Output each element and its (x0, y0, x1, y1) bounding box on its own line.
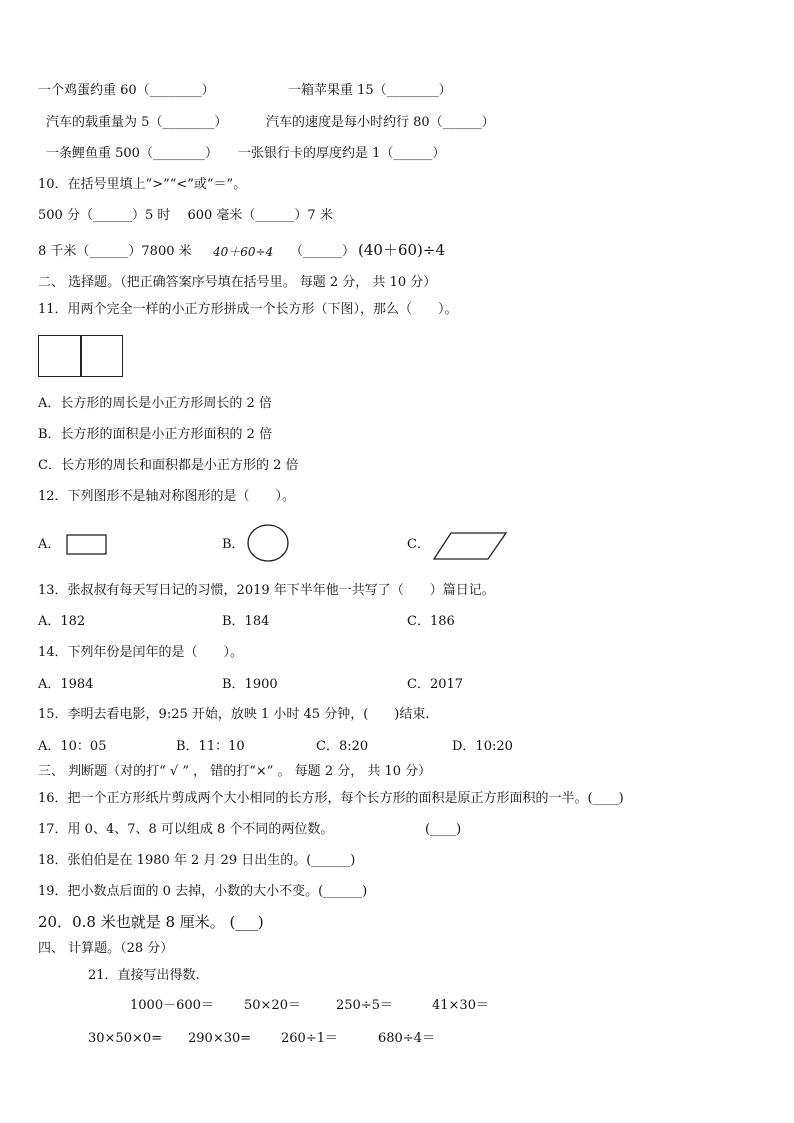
calc-item: 50×20＝ (244, 998, 301, 1013)
calc-item: 680÷4＝ (378, 1031, 435, 1046)
q14-stem: 14．下列年份是闰年的是（ ）。 (38, 645, 244, 660)
section-4-header: 四、 计算题。（28 分） (38, 941, 174, 956)
calc-item: 41×30＝ (432, 998, 489, 1013)
q10-row2-expr2: (40＋60)÷4 (358, 241, 445, 259)
calc-item: 1000－600＝ (130, 998, 214, 1013)
q12-stem: 12．下列图形不是轴对称图形的是（ ）。 (38, 489, 296, 504)
q13-option-a: A．182 (38, 614, 86, 629)
calc-item: 260÷1＝ (281, 1031, 338, 1046)
q11-option-b: B．长方形的面积是小正方形面积的 2 倍 (38, 427, 273, 442)
q21-stem: 21．直接写出得数. (88, 968, 200, 983)
q13-option-b: B．184 (222, 614, 270, 629)
q11-option-c: C．长方形的周长和面积都是小正方形的 2 倍 (38, 458, 299, 473)
fill-unit-apples: 一箱苹果重 15（________） (288, 83, 452, 98)
section-2-header: 二、 选择题。（把正确答案序号填在括号里。 每题 2 分， 共 10 分） (38, 275, 437, 290)
section-3-header: 三、 判断题（对的打“ √ ” ， 错的打“×” 。 每题 2 分， 共 10 分） (38, 764, 432, 779)
q14-option-b: B．1900 (222, 677, 278, 692)
q15-option-c: C．8:20 (316, 739, 369, 754)
q17-blank: (____) (425, 822, 462, 837)
parallelogram-shape-icon (433, 532, 509, 562)
q10-title: 10．在括号里填上“>”“<”或“＝”。 (38, 177, 247, 192)
q15-stem: 15．李明去看电影，9:25 开始，放映 1 小时 45 分钟，( )结束. (38, 707, 430, 722)
q14-option-c: C．2017 (407, 677, 464, 692)
q10-row1: 500 分（______）5 时 600 毫米（______）7 米 (38, 208, 333, 223)
circle-shape-icon (247, 524, 291, 564)
calc-item: 290×30= (188, 1031, 252, 1046)
two-squares-rectangle-figure (38, 335, 122, 377)
q15-option-d: D．10:20 (452, 739, 513, 754)
right-square (80, 335, 123, 377)
q18-statement: 18．张伯伯是在 1980 年 2 月 29 日出生的。(______) (38, 853, 356, 868)
q15-option-b: B．11：10 (176, 739, 245, 754)
q14-option-a: A．1984 (38, 677, 94, 692)
left-square (38, 335, 82, 377)
rectangle-shape-icon (66, 534, 108, 556)
q16-statement: 16．把一个正方形纸片剪成两个大小相同的长方形，每个长方形的面积是原正方形面积的一半。(____) (38, 791, 624, 806)
q20-statement: 20．0.8 米也就是 8 厘米。 (___) (38, 913, 264, 931)
q10-row2-expr: 40＋60÷4 (213, 245, 274, 259)
q11-stem: 11．用两个完全一样的小正方形拼成一个长方形（下图），那么（ ）。 (38, 302, 458, 317)
fill-unit-carp: 一条鲤鱼重 500（________） (46, 146, 218, 161)
q10-row2-a: 8 千米（______）7800 米 (38, 244, 192, 259)
calc-item: 250÷5＝ (336, 998, 393, 1013)
q13-stem: 13．张叔叔有每天写日记的习惯，2019 年下半年他一共写了（ ）篇日记。 (38, 583, 495, 598)
fill-unit-truck-load: 汽车的载重量为 5（________） (46, 115, 228, 130)
q15-option-a: A．10：05 (38, 739, 107, 754)
q13-option-c: C．186 (407, 614, 455, 629)
q10-row2-blank: （______） (290, 244, 356, 259)
fill-unit-car-speed: 汽车的速度是每小时约行 80（______） (266, 115, 495, 130)
q12-option-a-label: A． (38, 537, 61, 552)
q12-option-b-label: B． (222, 537, 245, 552)
fill-unit-bank-card: 一张银行卡的厚度约是 1（______） (238, 146, 446, 161)
q17-statement: 17．用 0、4、7、8 可以组成 8 个不同的两位数。 (38, 822, 334, 837)
q19-statement: 19．把小数点后面的 0 去掉，小数的大小不变。(______) (38, 884, 368, 899)
fill-unit-egg: 一个鸡蛋约重 60（________） (38, 83, 215, 98)
q12-option-c-label: C． (407, 537, 430, 552)
q11-option-a: A．长方形的周长是小正方形周长的 2 倍 (38, 396, 272, 411)
calc-item: 30×50×0= (88, 1031, 163, 1046)
